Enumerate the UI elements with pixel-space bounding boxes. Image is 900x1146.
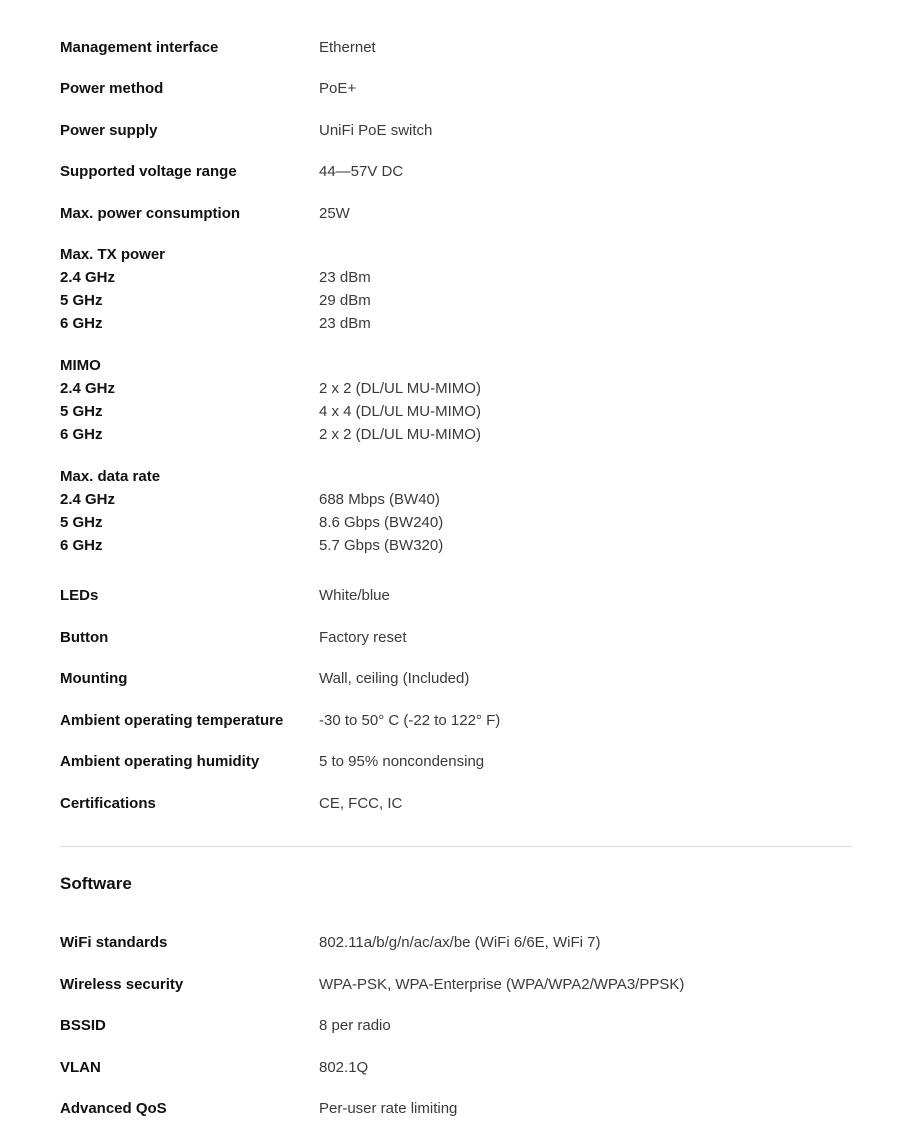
spec-label: Button [60,629,109,646]
spec-value: Ethernet [319,39,376,56]
band-row [60,377,852,400]
spec-row-vlan [60,1056,852,1079]
band-value: 5.7 Gbps (BW320) [319,537,444,554]
band-value: 23 dBm [319,315,371,332]
spec-label: Wireless security [60,976,184,993]
spec-label: Power supply [60,122,158,139]
spec-value: 25W [319,205,350,222]
band-row [60,266,852,289]
band-value: 8.6 Gbps (BW240) [319,514,444,531]
spec-row-management-interface [60,36,852,59]
band-value: 4 x 4 (DL/UL MU-MIMO) [319,403,481,420]
band-label: 6 GHz [60,315,103,332]
band-label: 6 GHz [60,426,103,443]
spec-value: -30 to 50° C (-22 to 122° F) [319,712,501,729]
spec-label: Supported voltage range [60,163,237,180]
spec-row-power-supply [60,119,852,142]
section-divider [60,846,852,847]
spec-row-advanced-qos [60,1097,852,1120]
spec-row-leds [60,584,852,607]
spec-value: WPA-PSK, WPA-Enterprise (WPA/WPA2/WPA3/PPSK) [319,976,685,993]
spec-group-label: Max. data rate [60,468,161,485]
spec-label: LEDs [60,587,99,604]
spec-row-power-method [60,77,852,100]
band-row [60,289,852,312]
spec-value: 44—57V DC [319,163,404,180]
spec-value: 802.1Q [319,1059,369,1076]
band-label: 5 GHz [60,514,103,531]
spec-label: Advanced QoS [60,1100,167,1117]
spec-group-data-rate [60,465,852,557]
spec-label: VLAN [60,1059,101,1076]
spec-row-wireless-security [60,973,852,996]
spec-label: Certifications [60,795,156,812]
band-value: 23 dBm [319,269,371,286]
spec-group-tx-power [60,243,852,335]
band-value: 2 x 2 (DL/UL MU-MIMO) [319,426,481,443]
spec-row-temperature [60,709,852,732]
spec-row-button [60,626,852,649]
spec-row-voltage-range [60,160,852,183]
spec-row-certifications [60,792,852,815]
spec-label: Mounting [60,670,128,687]
spec-value: 8 per radio [319,1017,391,1034]
spec-label: Management interface [60,39,219,56]
band-value: 2 x 2 (DL/UL MU-MIMO) [319,380,481,397]
spec-value: UniFi PoE switch [319,122,433,139]
band-row [60,534,852,557]
band-label: 2.4 GHz [60,269,116,286]
band-label: 6 GHz [60,537,103,554]
band-value: 29 dBm [319,292,371,309]
spec-value: Factory reset [319,629,407,646]
spec-label: Power method [60,80,164,97]
spec-row-humidity [60,750,852,773]
spec-row-mounting [60,667,852,690]
band-label: 2.4 GHz [60,491,116,508]
spec-group-label: Max. TX power [60,246,166,263]
spec-row-max-power [60,202,852,225]
spec-label: Ambient operating humidity [60,753,260,770]
band-row [60,423,852,446]
band-value: 688 Mbps (BW40) [319,491,440,508]
spec-value: Wall, ceiling (Included) [319,670,470,687]
band-row [60,400,852,423]
band-label: 2.4 GHz [60,380,116,397]
spec-value: PoE+ [319,80,357,97]
spec-value: 802.11a/b/g/n/ac/ax/be (WiFi 6/6E, WiFi 7) [319,934,601,951]
band-label: 5 GHz [60,292,103,309]
band-row [60,511,852,534]
spec-value: CE, FCC, IC [319,795,403,812]
spec-row-wifi-standards [60,931,852,954]
spec-label: WiFi standards [60,934,168,951]
section-title-software: Software [60,874,132,893]
spec-value: Per-user rate limiting [319,1100,458,1117]
spec-group-label: MIMO [60,357,101,374]
spec-label: Ambient operating temperature [60,712,284,729]
band-row [60,312,852,335]
band-label: 5 GHz [60,403,103,420]
spec-value: White/blue [319,587,390,604]
spec-row-bssid [60,1014,852,1037]
spec-group-mimo [60,354,852,446]
spec-value: 5 to 95% noncondensing [319,753,485,770]
band-row [60,488,852,511]
spec-label: BSSID [60,1017,106,1034]
spec-label: Max. power consumption [60,205,241,222]
